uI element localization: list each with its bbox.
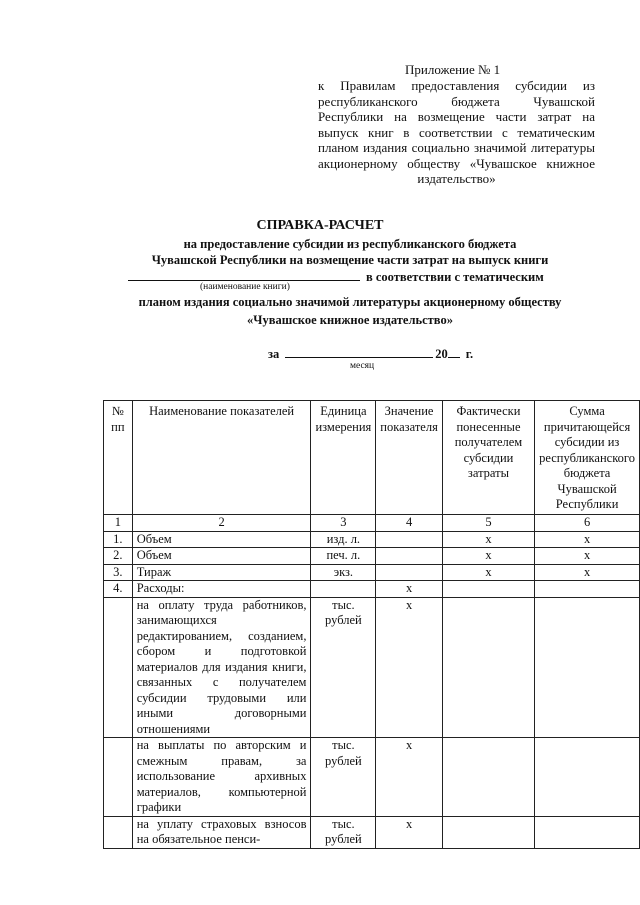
calculation-table	[103, 400, 640, 849]
column-number: 1	[104, 515, 133, 532]
header-value: Значение показателя	[376, 401, 443, 515]
row-unit: тыс. рублей	[311, 738, 376, 817]
row-value: х	[376, 597, 443, 738]
column-number: 6	[535, 515, 640, 532]
book-name-line	[128, 268, 598, 285]
row-value: х	[376, 581, 443, 598]
header-name: Наименование показателей	[132, 401, 311, 515]
year-blank	[448, 345, 460, 358]
table-row	[104, 548, 640, 565]
column-number: 2	[132, 515, 311, 532]
header-actual-costs: Фактически понесенные получателем субсидии затраты	[442, 401, 534, 515]
row-value	[376, 531, 443, 548]
row-actual: х	[442, 564, 534, 581]
subtitle-line-4: планом издания социально значимой литературы акционерному обществу	[138, 295, 562, 309]
table-header-row	[104, 401, 640, 515]
row-name: Расходы:	[132, 581, 311, 598]
row-actual	[442, 738, 534, 817]
row-sum: х	[535, 548, 640, 565]
row-actual: х	[442, 531, 534, 548]
row-name: Объем	[132, 548, 311, 565]
period-suffix: г.	[465, 347, 474, 361]
row-value	[376, 548, 443, 565]
row-unit: тыс. рублей	[311, 597, 376, 738]
row-unit: экз.	[311, 564, 376, 581]
table-row	[104, 531, 640, 548]
row-sum: х	[535, 564, 640, 581]
row-number: 2.	[104, 548, 133, 565]
row-name: Тираж	[132, 564, 311, 581]
subtitle-line-3: в соответствии с тематическим	[366, 270, 544, 284]
row-unit: тыс. рублей	[311, 816, 376, 848]
row-sum	[535, 581, 640, 598]
row-name: на оплату труда работников, занимающихся редактированием, созданием, сбором и подготовкой материалов для издания книги, связанных с получателем субсидии трудовыми или иными договорными отношениями	[132, 597, 311, 738]
row-actual: х	[442, 548, 534, 565]
column-number: 3	[311, 515, 376, 532]
book-name-blank	[128, 268, 360, 281]
row-name: на выплаты по авторским и смежным правам, за использование архивных материалов, компьютерной графики	[132, 738, 311, 817]
table-row	[104, 816, 640, 848]
row-unit	[311, 581, 376, 598]
row-number	[104, 816, 133, 848]
row-sum: х	[535, 531, 640, 548]
subtitle-line-2: Чувашской Республики на возмещение части затрат на выпуск книги	[151, 253, 549, 267]
document-title: СПРАВКА-РАСЧЕТ	[256, 218, 384, 233]
row-actual	[442, 816, 534, 848]
table-row	[104, 597, 640, 738]
period-prefix: за	[268, 347, 280, 361]
month-blank	[285, 345, 433, 358]
table-row	[104, 564, 640, 581]
table-row	[104, 738, 640, 817]
column-number: 5	[442, 515, 534, 532]
column-number-row	[104, 515, 640, 532]
row-unit: печ. л.	[311, 548, 376, 565]
row-value	[376, 564, 443, 581]
row-actual	[442, 597, 534, 738]
header-unit: Единица измерения	[311, 401, 376, 515]
header-subsidy-sum: Сумма причитающейся субсидии из республиканского бюджета Чувашской Республики	[535, 401, 640, 515]
row-value: х	[376, 738, 443, 817]
row-number	[104, 597, 133, 738]
period-year: 20	[435, 347, 448, 361]
period-line	[268, 345, 473, 362]
row-unit: изд. л.	[311, 531, 376, 548]
row-name: Объем	[132, 531, 311, 548]
row-number: 3.	[104, 564, 133, 581]
row-name: на уплату страховых взносов на обязательное пенси-	[132, 816, 311, 848]
appendix-text: к Правилам предоставления субсидии из республиканского бюджета Чувашской Республики на возмещение части затрат на выпуск книг в соответствии с тематическим планом издания социально значимой литературы акционерному обществу «Чувашское книжное издательство»	[318, 78, 595, 186]
month-hint: месяц	[350, 361, 375, 371]
book-name-hint: (наименование книги)	[200, 282, 290, 292]
subtitle-line-1: на предоставление субсидии из республиканского бюджета	[183, 237, 517, 251]
appendix-title: Приложение № 1	[405, 62, 501, 77]
row-actual	[442, 581, 534, 598]
table-row	[104, 581, 640, 598]
column-number: 4	[376, 515, 443, 532]
row-number	[104, 738, 133, 817]
row-sum	[535, 597, 640, 738]
subtitle-line-5: «Чувашское книжное издательство»	[247, 313, 453, 327]
header-number: № пп	[104, 401, 133, 515]
row-number: 1.	[104, 531, 133, 548]
row-value: х	[376, 816, 443, 848]
row-sum	[535, 816, 640, 848]
row-number: 4.	[104, 581, 133, 598]
row-sum	[535, 738, 640, 817]
